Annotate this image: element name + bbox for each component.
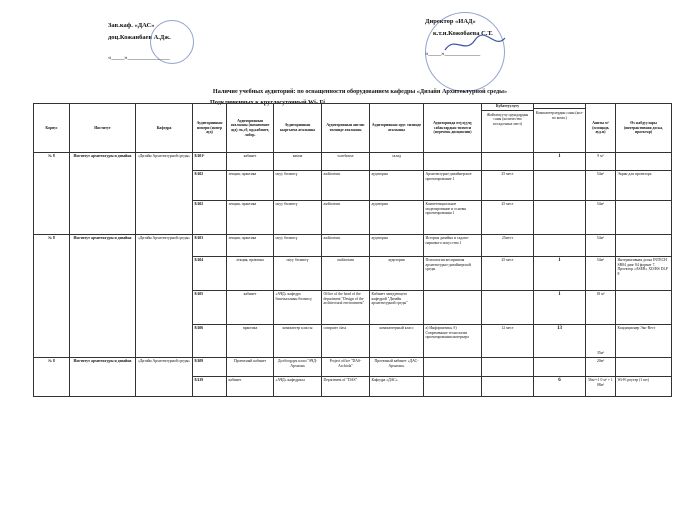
english-name-cell: warehouse [322,153,370,171]
institute-cell: Институт архитектуры и дизайна [70,358,136,397]
page-subtitle: Подключенных к круглосуточный Wi- Fi [210,99,325,106]
seats-cell [482,377,534,397]
purpose-cell: лекция, практика [227,257,274,291]
kyrgyz-name-cell: «АЧД» кафедрасы [274,377,322,397]
room-number-cell: 8/405 [193,291,227,325]
institute-cell: Институт архитектуры и дизайна [70,153,136,235]
kyrgyz-name-cell: «АЧД» кафедра башчысынын бөлмөсү [274,291,322,325]
russian-name-cell: склад [370,153,424,171]
russian-name-cell: аудитория [370,171,424,201]
kyrgyz-name-cell: компьютер классы [274,325,322,358]
kyrgyz-name-cell: Долбоордук класс"АЧД-Архиона [274,358,322,377]
institute-cell: Институт архитектуры и дизайна [70,235,136,358]
seats-cell: 25 мест [482,257,534,291]
area-cell: 54м² [586,201,616,235]
seats-cell [482,291,534,325]
equipment-cell: Кондиционер Эко-Вест [616,325,672,358]
header-cell-text: Жайгашуучу орундардын саны (количество посадочных мест) [486,112,529,127]
computers-cell [534,358,586,377]
kyrgyz-name-cell: окуу бөлмөсү [274,235,322,257]
computers-cell [534,201,586,235]
disciplines-cell [424,377,482,397]
equipment-cell [616,358,672,377]
room-number-cell: 8/419 [193,377,227,397]
russian-name-cell: Проектный кабинет «ДАС-Архиона» [370,358,424,377]
seats-cell: 25 мест [482,201,534,235]
table-row [34,358,672,377]
header-cell: Институт [70,104,136,153]
disciplines-cell [424,153,482,171]
area-cell: 54м² [586,171,616,201]
equipment-cell [616,291,672,325]
room-number-cell: 8/406 [193,325,227,358]
purpose-cell: практика [227,325,274,358]
left-signature-name: доц.Кожанбаев А.Дж. [108,33,171,41]
area-cell: 35м² [586,325,616,358]
computers-cell: 1 [534,291,586,325]
computers-cell [534,235,586,257]
english-name-cell: computer class [322,325,370,358]
kafedra-cell: «Дизайн Архитектурной среды» [136,153,193,235]
korpus-cell: № 8 [34,153,70,235]
signature-icon [440,30,510,60]
disciplines-cell [424,291,482,325]
russian-name-cell: аудитория [370,201,424,235]
kyrgyz-name-cell: окуу бөлмөсү [274,171,322,201]
area-cell: 9 м² [586,153,616,171]
right-signature-name: к.т.н.Кожобаева С.Т. [433,29,493,37]
room-number-cell: 8/404 [193,257,227,291]
purpose-cell: лекция, практика [227,201,274,235]
area-cell: 20м² [586,358,616,377]
purpose-cell: лекция, практика [227,171,274,201]
table-row [34,235,672,257]
header-cell [482,104,534,153]
disciplines-cell: Архитектурно-дизайнерское проектирование 1 [424,171,482,201]
header-cell: Аудиторияда өтүлүүчү сабактардын тизмеси (перечень дисциплин) [424,104,482,153]
equipment-cell: Wi-Fi роутер (1 шт) [616,377,672,397]
purpose-cell: кабинет [227,291,274,325]
header-cell: Аудиториянын англис тилинде аталышы [322,104,370,153]
table-row [34,153,672,171]
disciplines-cell: Компетенциальное моделирование и основы проектирования 1 [424,201,482,235]
room-number-cell: 8/403 [193,235,227,257]
english-name-cell: auditorium [322,201,370,235]
header-cell: Аянты м² (площадь ауд.м) [586,104,616,153]
header-group-label: Кубаттуулугу [482,104,533,111]
computers-cell: 13 [534,325,586,358]
room-number-cell: 8/401ª [193,153,227,171]
area-cell: 54м² [586,257,616,291]
header-cell: Өз жабдуулары (интерактивная доска, проектор) [616,104,672,153]
stamp-icon [150,20,194,64]
header-cell-text: Компьютерлердин саны (кол-во комп.) [535,111,584,120]
russian-name-cell: компьютерный класс [370,325,424,358]
header-cell [534,104,586,153]
computers-cell [534,171,586,201]
left-signature-date: «____»_____________ [108,53,170,61]
right-signature-date: «____»___________ [425,49,481,57]
room-number-cell: 8/409 [193,358,227,377]
header-cell: Аудиториянын аталышы (назначение ауд) лк,сб, пр,кабинет, лабор. [227,104,274,153]
purpose-cell: кабинет [227,377,274,397]
header-cell: Корпус [34,104,70,153]
purpose-cell: лекция, практика [227,235,274,257]
english-name-cell: auditorium [322,257,370,291]
right-signature-title: Директор «ИАД» [425,18,476,25]
disciplines-cell: История дизайна и садово-паркового искусства 1 [424,235,482,257]
computers-cell: 1 [534,257,586,291]
header-cell: Аудиториянын орус тилинде аталышы [370,104,424,153]
area-cell: 18 м² [586,291,616,325]
equipment-cell [616,235,672,257]
russian-name-cell: Кафедра «ДАС» [370,377,424,397]
purpose-cell: Проектный кабинет [227,358,274,377]
header-cell: Аудиторнинын номери (номер ауд) [193,104,227,153]
disciplines-cell [424,358,482,377]
disciplines-cell: Психология восприятия архитектурно-дизайнерской среды [424,257,482,291]
seats-cell: 25мест [482,235,534,257]
seats-cell: 25 мест [482,171,534,201]
russian-name-cell: Кабинет заведующего кафедрой "Дизайн архитектурной среды" [370,291,424,325]
kyrgyz-name-cell: окуу бөлмөсү [274,257,322,291]
page-title: Наличие учебных аудиторий: по оснащенности оборудованием кафедры «Дизайн Архитектурной среды» [212,88,508,95]
seats-cell [482,358,534,377]
equipment-cell: Интерактивная доска INTECH SR84 диаг 84 формат 7, Проектор «ASER» XD/HS DLP 8 [616,257,672,291]
equipment-cell: Экран для проектора [616,171,672,201]
header-cell: Аудиториянын кыргызча аталышы [274,104,322,153]
russian-name-cell: аудитория [370,257,424,291]
english-name-cell: auditorium [322,171,370,201]
computers-cell: 6 [534,377,586,397]
purpose-cell: кабинет [227,153,274,171]
equipment-cell [616,201,672,235]
english-name-cell: Project office "DAS-Archiola" [322,358,370,377]
left-signature-title: Зав.каф. «ДАС» [108,22,155,29]
english-name-cell: Department of "DAS" [322,377,370,397]
disciplines-cell: а) Информатика, б) Современные технологии проектирования интерьера [424,325,482,358]
equipment-cell [616,153,672,171]
korpus-cell: № 8 [34,358,70,397]
seats-cell: 12 мест [482,325,534,358]
area-cell: 54м² [586,235,616,257]
room-number-cell: 8/402 [193,201,227,235]
room-number-cell: 8/402 [193,171,227,201]
classroom-table [33,103,672,397]
kyrgyz-name-cell: окуу бөлмөсү [274,201,322,235]
table-header-row [34,104,672,153]
english-name-cell: Office of the head of the department "Design of the architectural environment" [322,291,370,325]
computers-cell: 1 [534,153,586,171]
english-name-cell: auditorium [322,235,370,257]
seats-cell [482,153,534,171]
header-cell: Кафедра [136,104,193,153]
korpus-cell: № 8 [34,235,70,358]
kafedra-cell: «Дизайн Архитектурной среды» [136,358,193,397]
kyrgyz-name-cell: кампа [274,153,322,171]
area-cell: 56м²+1 0 м² + 1 08м² [586,377,616,397]
russian-name-cell: аудитория [370,235,424,257]
kafedra-cell: «Дизайн Архитектурной среды» [136,235,193,358]
